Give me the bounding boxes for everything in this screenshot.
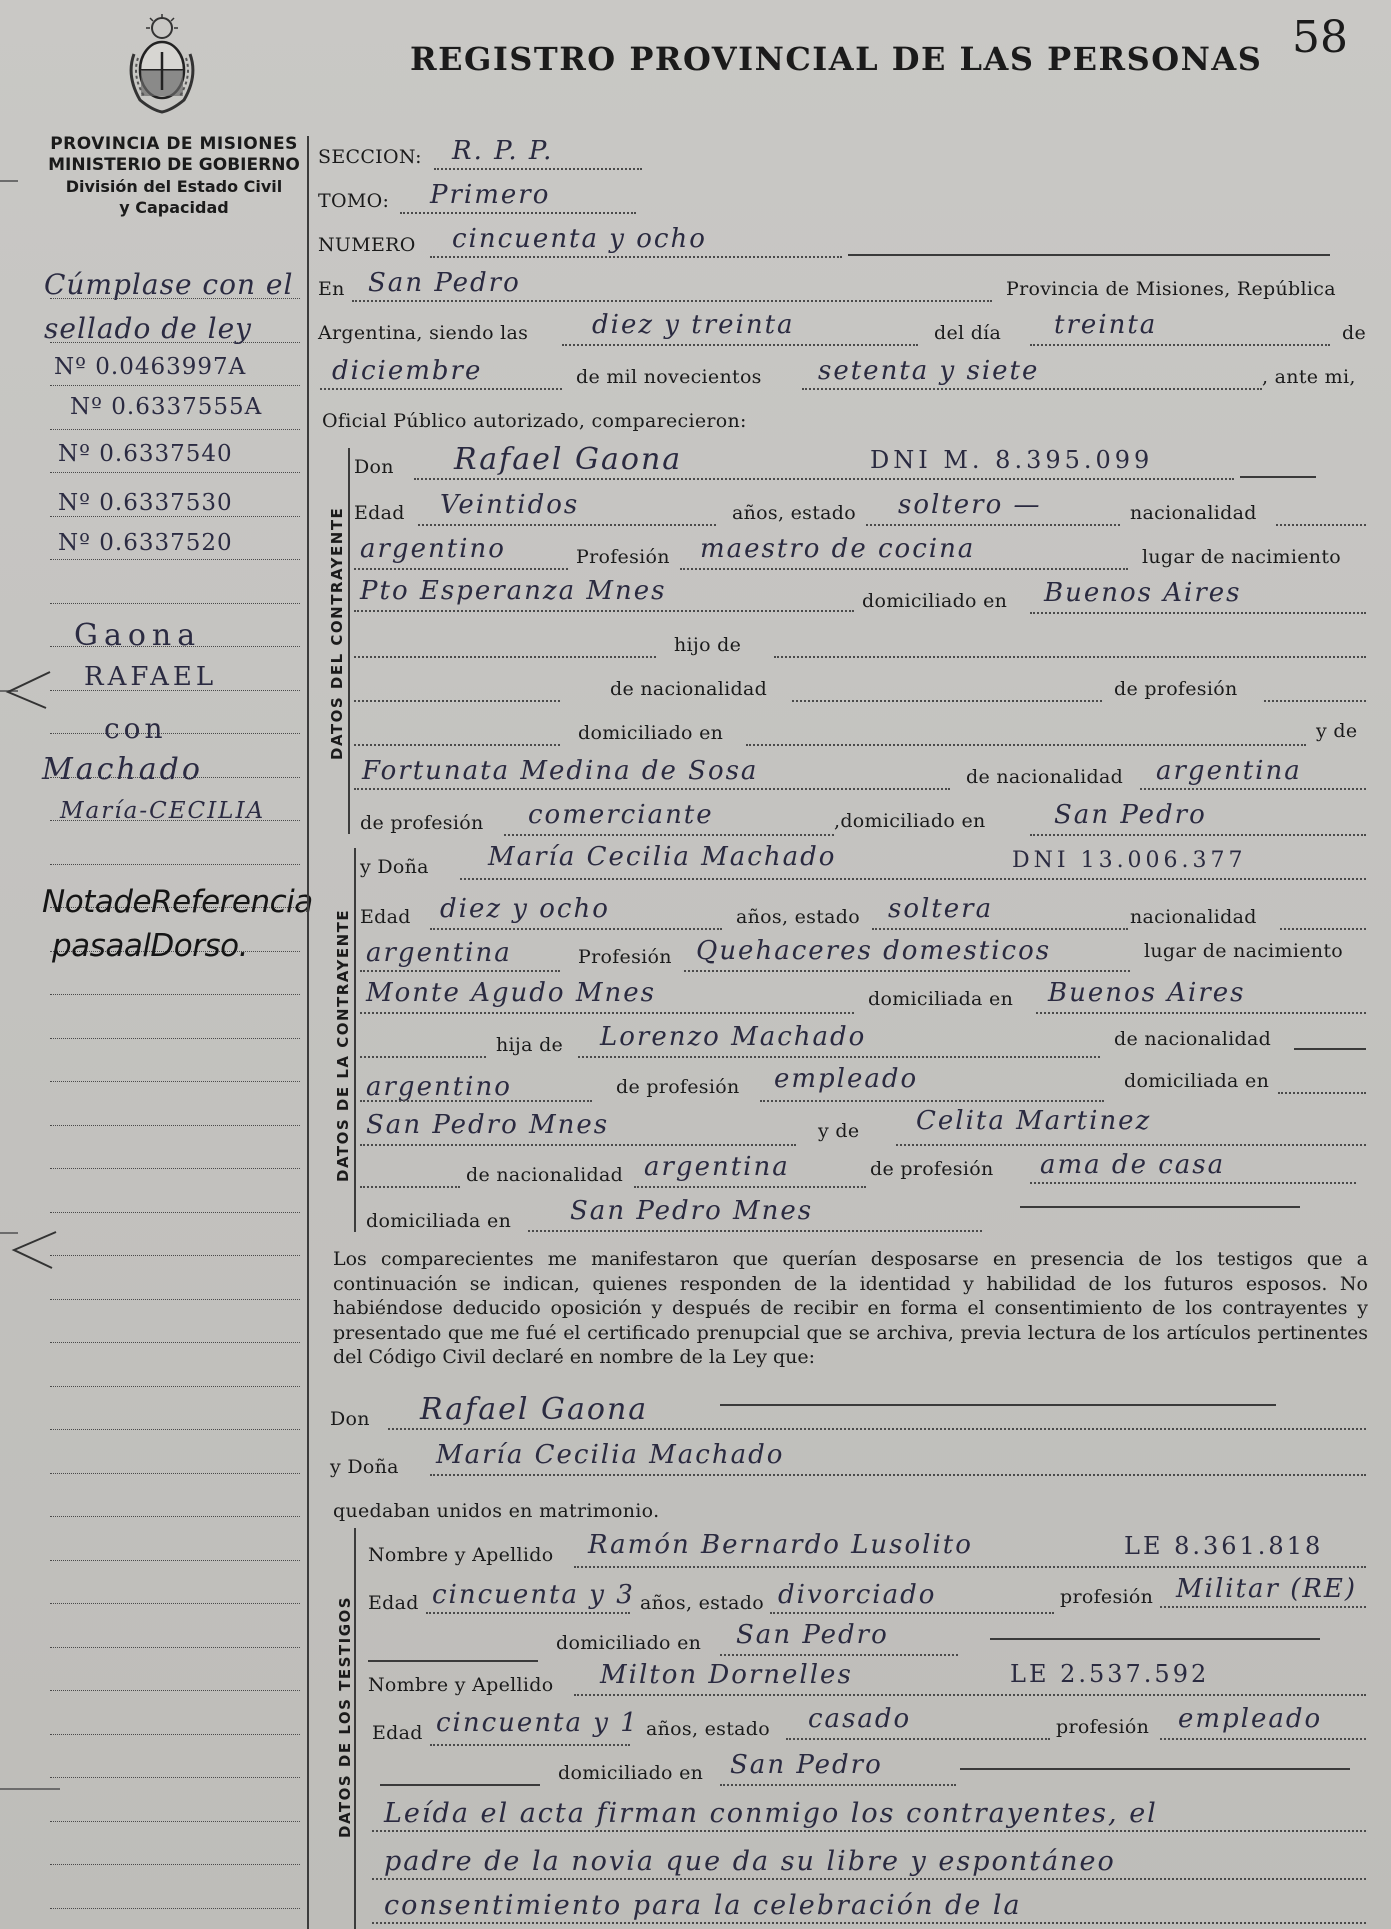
- nacionalidad-label: nacionalidad: [1130, 502, 1257, 524]
- field-line: [802, 388, 1262, 390]
- field-line: [354, 744, 560, 746]
- field-line: [574, 1694, 1366, 1696]
- seccion-label: SECCION:: [318, 146, 422, 168]
- t1-document: LE 8.361.818: [1124, 1532, 1324, 1560]
- closing-line3: consentimiento para la celebración de la: [384, 1890, 1022, 1921]
- field-line: [720, 1404, 1276, 1406]
- margin-ruled-line: [50, 1038, 300, 1039]
- provincia-text: Provincia de Misiones, República: [1006, 278, 1336, 300]
- padre-nacionalidad-value: argentino: [366, 1072, 512, 1102]
- edad-value: Veintidos: [440, 490, 580, 520]
- field-line: [960, 1768, 1350, 1770]
- madre-domicilio-value: San Pedro: [1054, 800, 1207, 830]
- field-line: [634, 1186, 866, 1188]
- de-nacionalidad-label: de nacionalidad: [610, 678, 768, 700]
- mil-text: de mil novecientos: [576, 366, 762, 388]
- hijo-label: hijo de: [674, 634, 742, 656]
- margin-note-line1: Cúmplase con el: [44, 268, 294, 301]
- hija-label: hija de: [496, 1034, 564, 1056]
- field-line: [1264, 700, 1366, 702]
- dia-value: treinta: [1054, 310, 1158, 340]
- t1-nombre-value: Ramón Bernardo Lusolito: [588, 1530, 973, 1560]
- field-line: [792, 700, 1102, 702]
- t2-anios-estado: años, estado: [646, 1718, 770, 1740]
- org-division: División del Estado Civil: [65, 177, 283, 196]
- field-line: [746, 744, 1306, 746]
- margin-ruled-line: [50, 1690, 300, 1691]
- margin-ruled-line: [50, 1342, 300, 1343]
- nacionalidad-value: argentino: [360, 534, 506, 564]
- t1-domicilio-label: domiciliado en: [556, 1632, 702, 1654]
- anios-estado-text: años, estado: [732, 502, 856, 524]
- padre-nacionalidad-label: de nacionalidad: [1114, 1028, 1272, 1050]
- quedaban-text: quedaban unidos en matrimonio.: [333, 1500, 660, 1522]
- field-line: [354, 700, 560, 702]
- margin-ruled-line: [50, 1125, 300, 1126]
- margin-ruled-line: [50, 1473, 300, 1474]
- margin-ruled-line: [50, 864, 300, 865]
- section-border: [348, 448, 350, 834]
- t1-profesion-value: Militar (RE): [1176, 1574, 1358, 1604]
- field-line: [372, 1830, 1366, 1832]
- field-line: [320, 388, 562, 390]
- org-province: PROVINCIA DE MISIONES: [50, 134, 298, 154]
- field-line: [1030, 612, 1366, 614]
- stamp-number: Nº 0.6337520: [58, 530, 233, 556]
- field-line: [372, 1878, 1366, 1880]
- reference-note: pasaalDorso.: [52, 928, 248, 964]
- t2-profesion-label: profesión: [1056, 1716, 1150, 1738]
- registry-title: REGISTRO PROVINCIAL DE LAS PERSONAS: [410, 40, 1263, 78]
- madre-nacionalidad-label: de nacionalidad: [466, 1164, 624, 1186]
- field-line: [1030, 834, 1366, 836]
- t1-edad-value: cincuenta y 3: [432, 1580, 635, 1610]
- margin-ruled-line: [50, 603, 300, 604]
- field-line: [770, 1612, 1054, 1614]
- field-line: [1140, 788, 1366, 790]
- mes-value: diciembre: [332, 356, 483, 386]
- margin-ruled-line: [50, 1734, 300, 1735]
- field-line: [400, 212, 636, 214]
- stamp-number: Nº 0.6337540: [58, 441, 233, 467]
- margin-ruled-line: [50, 733, 300, 734]
- padre-domicilio-value: San Pedro Mnes: [366, 1110, 610, 1140]
- field-line: [368, 1660, 538, 1662]
- estado-value: soltero —: [898, 490, 1042, 520]
- field-line: [680, 568, 1128, 570]
- madre-profesion-label: de profesión: [870, 1158, 994, 1180]
- madre-profesion-value: ama de casa: [1040, 1150, 1226, 1180]
- field-line: [578, 1056, 1100, 1058]
- en-label: En: [318, 278, 345, 300]
- edad-label: Edad: [354, 502, 405, 524]
- margin-ruled-line: [50, 516, 300, 517]
- field-line: [430, 1474, 1366, 1476]
- field-line: [1020, 1206, 1300, 1208]
- decl-dona-value: María Cecilia Machado: [436, 1440, 785, 1470]
- margin-name: María-CECILIA: [60, 798, 266, 824]
- field-line: [1160, 1738, 1366, 1740]
- madre-profesion-value: comerciante: [528, 800, 714, 830]
- declaration-paragraph: Los comparecientes me manifestaron que querían desposarse en presencia de los testigos que a continuación se indican, quienes responden de la identidad y habilidad de los futuros esposos. No habiéndose deducido oposición y después de recibir en forma el consentimiento de los contrayentes y presentado que me fué el certificado prenupcial que se archiva, previa lectura de los artículos pertinentes del Código Civil declaré en nombre de la Ley que:: [333, 1248, 1368, 1368]
- field-line: [426, 1612, 630, 1614]
- edad-value: diez y ocho: [440, 894, 610, 924]
- margin-name: Machado: [42, 752, 203, 787]
- field-line: [360, 1100, 592, 1102]
- t2-document: LE 2.537.592: [1010, 1660, 1210, 1688]
- margin-ruled-line: [50, 1168, 300, 1169]
- margin-ruled-line: [50, 1255, 300, 1256]
- field-line: [360, 1056, 486, 1058]
- t1-domicilio-value: San Pedro: [736, 1620, 889, 1650]
- margin-ruled-line: [50, 1386, 300, 1387]
- t2-profesion-value: empleado: [1178, 1704, 1323, 1734]
- field-line: [1280, 928, 1366, 930]
- nacionalidad-label: nacionalidad: [1130, 906, 1257, 928]
- field-line: [388, 1428, 1366, 1430]
- page-number: 58: [1292, 12, 1348, 63]
- domiciliado-en-label: domiciliado en: [578, 722, 724, 744]
- padre-value: Lorenzo Machado: [600, 1022, 867, 1052]
- margin-ruled-line: [50, 1821, 300, 1822]
- closing-line2: padre de la novia que da su libre y espontáneo: [384, 1846, 1116, 1877]
- field-line: [430, 1744, 630, 1746]
- field-line: [760, 1100, 1104, 1102]
- madre-domicilio-value: San Pedro Mnes: [570, 1196, 814, 1226]
- column-border: [307, 136, 309, 1929]
- field-line: [1276, 524, 1366, 526]
- t1-edad-label: Edad: [368, 1592, 419, 1614]
- numero-label: NUMERO: [318, 234, 416, 256]
- madre-value: Fortunata Medina de Sosa: [362, 756, 759, 786]
- field-line: [528, 1230, 982, 1232]
- del-dia-text: del día: [934, 322, 1002, 344]
- field-line: [774, 656, 1366, 658]
- domicilio-value: Buenos Aires: [1048, 978, 1246, 1008]
- testigos-side-label: DATOS DE LOS TESTIGOS: [336, 1595, 354, 1838]
- decl-dona-label: y Doña: [330, 1456, 399, 1478]
- field-line: [574, 1566, 1366, 1568]
- nacionalidad-value: argentina: [366, 938, 512, 968]
- dona-label: y Doña: [360, 856, 429, 878]
- don-value: Rafael Gaona: [454, 442, 683, 477]
- margin-tick: [0, 180, 18, 182]
- decl-don-label: Don: [330, 1408, 370, 1430]
- t2-domicilio-value: San Pedro: [730, 1750, 883, 1780]
- margin-name: RAFAEL: [84, 662, 218, 692]
- domicilio-value: Buenos Aires: [1044, 578, 1242, 608]
- field-line: [786, 1738, 1050, 1740]
- t2-edad-label: Edad: [372, 1722, 423, 1744]
- lugar-value: Monte Agudo Mnes: [366, 978, 656, 1008]
- contrayenta-side-label: DATOS DE LA CONTRAYENTE: [334, 908, 352, 1182]
- margin-ruled-line: [50, 472, 300, 473]
- domiciliado-label: domiciliado en: [862, 590, 1008, 612]
- t2-estado-value: casado: [808, 1704, 912, 1734]
- field-line: [430, 256, 842, 258]
- margin-ruled-line: [50, 1516, 300, 1517]
- profesion-value: maestro de cocina: [700, 534, 976, 564]
- en-value: San Pedro: [368, 268, 521, 298]
- field-line: [354, 656, 656, 658]
- edad-label: Edad: [360, 906, 411, 928]
- field-line: [562, 344, 918, 346]
- de-text: de: [1342, 322, 1367, 344]
- madre-profesion-label: de profesión: [360, 812, 484, 834]
- hora-value: diez y treinta: [592, 310, 795, 340]
- field-line: [1030, 1182, 1356, 1184]
- field-line: [1294, 1048, 1366, 1050]
- t1-profesion-label: profesión: [1060, 1586, 1154, 1608]
- field-line: [354, 610, 854, 612]
- field-line: [430, 928, 722, 930]
- field-line: [990, 1638, 1320, 1640]
- madre-nacionalidad-value: argentina: [644, 1152, 790, 1182]
- t2-domicilio-label: domiciliado en: [558, 1762, 704, 1784]
- t2-edad-value: cincuenta y 1: [436, 1708, 639, 1738]
- y-de-label: y de: [818, 1120, 860, 1142]
- field-line: [872, 928, 1128, 930]
- don-document: DNI M. 8.395.099: [870, 446, 1154, 474]
- padre-domicilio-label: domiciliada en: [1124, 1070, 1270, 1092]
- field-line: [1240, 476, 1316, 478]
- anio-value: setenta y siete: [818, 356, 1040, 386]
- stamp-number: Nº 0.6337555A: [70, 394, 263, 420]
- coat-of-arms-icon: [124, 14, 200, 114]
- tick-mark-icon: [0, 666, 52, 710]
- margin-ruled-line: [50, 1908, 300, 1909]
- lugar-label: lugar de nacimiento: [1144, 940, 1344, 962]
- contrayente-side-label: DATOS DEL CONTRAYENTE: [328, 506, 346, 760]
- domiciliada-label: domiciliada en: [868, 988, 1014, 1010]
- org-ministry: MINISTERIO DE GOBIERNO: [48, 155, 300, 175]
- margin-name: Gaona: [74, 618, 202, 653]
- margin-ruled-line: [50, 1081, 300, 1082]
- y-de-label: y de: [1316, 720, 1358, 742]
- field-line: [418, 524, 716, 526]
- madre-value: Celita Martinez: [916, 1106, 1152, 1136]
- tick-mark-icon: [0, 1228, 60, 1272]
- field-line: [1036, 1012, 1366, 1014]
- margin-ruled-line: [50, 1777, 300, 1778]
- margin-ruled-line: [50, 994, 300, 995]
- field-line: [372, 1922, 1366, 1924]
- lugar-label: lugar de nacimiento: [1142, 546, 1342, 568]
- margin-ruled-line: [50, 1864, 300, 1865]
- stamp-number: Nº 0.6337530: [58, 490, 233, 516]
- margin-ruled-line: [50, 1647, 300, 1648]
- margin-ruled-line: [50, 1212, 300, 1213]
- padre-profesion-value: empleado: [774, 1064, 919, 1094]
- argentina-text: Argentina, siendo las: [318, 322, 529, 344]
- profesion-label: Profesión: [578, 946, 672, 968]
- field-line: [414, 478, 1234, 480]
- margin-ruled-line: [50, 1429, 300, 1430]
- estado-value: soltera: [888, 894, 994, 924]
- madre-nacionalidad-label: de nacionalidad: [966, 766, 1124, 788]
- madre-nacionalidad-value: argentina: [1156, 756, 1302, 786]
- field-line: [1160, 1606, 1366, 1608]
- profesion-value: Quehaceres domesticos: [696, 936, 1052, 966]
- decl-don-value: Rafael Gaona: [420, 1392, 649, 1427]
- tomo-label: TOMO:: [318, 190, 390, 212]
- don-label: Don: [354, 456, 394, 478]
- field-line: [1278, 1092, 1366, 1094]
- section-border: [354, 1528, 356, 1929]
- de-profesion-label: de profesión: [1114, 678, 1238, 700]
- field-line: [380, 1784, 540, 1786]
- field-line: [896, 1144, 1366, 1146]
- t1-nombre-label: Nombre y Apellido: [368, 1544, 554, 1566]
- dona-document: DNI 13.006.377: [1012, 848, 1247, 873]
- padre-profesion-label: de profesión: [616, 1076, 740, 1098]
- org-division-2: y Capacidad: [119, 198, 229, 217]
- margin-ruled-line: [50, 1560, 300, 1561]
- field-line: [360, 1012, 854, 1014]
- madre-domicilio-label: domiciliada en: [366, 1210, 512, 1232]
- field-line: [460, 878, 1366, 880]
- anios-estado-text: años, estado: [736, 906, 860, 928]
- t1-anios-estado: años, estado: [640, 1592, 764, 1614]
- t1-estado-value: divorciado: [778, 1580, 937, 1610]
- field-line: [720, 1784, 956, 1786]
- field-line: [360, 1186, 460, 1188]
- ante-mi-text: , ante mi,: [1262, 366, 1356, 388]
- organization-block: [48, 134, 300, 218]
- margin-note-line2: sellado de ley: [44, 312, 252, 345]
- field-line: [360, 970, 560, 972]
- stamp-number: Nº 0.0463997A: [54, 354, 247, 380]
- field-line: [352, 300, 992, 302]
- margin-ruled-line: [50, 1299, 300, 1300]
- profesion-label: Profesión: [576, 546, 670, 568]
- field-line: [354, 788, 950, 790]
- field-line: [866, 524, 1120, 526]
- oficial-text: Oficial Público autorizado, comparecieron:: [322, 410, 747, 432]
- margin-ruled-line: [50, 385, 300, 386]
- field-line: [504, 834, 834, 836]
- field-line: [848, 254, 1330, 256]
- t2-nombre-value: Milton Dornelles: [600, 1660, 853, 1690]
- numero-value: cincuenta y ocho: [452, 224, 707, 254]
- field-line: [360, 1144, 796, 1146]
- t2-nombre-label: Nombre y Apellido: [368, 1674, 554, 1696]
- field-line: [1030, 344, 1330, 346]
- field-line: [434, 168, 642, 170]
- dona-value: María Cecilia Machado: [488, 842, 837, 872]
- madre-domicilio-label: ,domiciliado en: [834, 810, 986, 832]
- seccion-value: R. P. P.: [452, 136, 554, 166]
- margin-tick: [0, 1788, 60, 1790]
- margin-ruled-line: [50, 1603, 300, 1604]
- margin-name: con: [104, 712, 167, 745]
- tomo-value: Primero: [430, 180, 551, 210]
- field-line: [354, 568, 568, 570]
- section-border: [354, 848, 356, 1232]
- field-line: [684, 970, 1130, 972]
- lugar-value: Pto Esperanza Mnes: [360, 576, 667, 606]
- margin-ruled-line: [50, 429, 300, 430]
- reference-note: NotadeReferencia: [42, 884, 313, 920]
- closing-line1: Leída el acta firman conmigo los contrayentes, el: [384, 1798, 1158, 1829]
- margin-ruled-line: [50, 559, 300, 560]
- field-line: [720, 1654, 958, 1656]
